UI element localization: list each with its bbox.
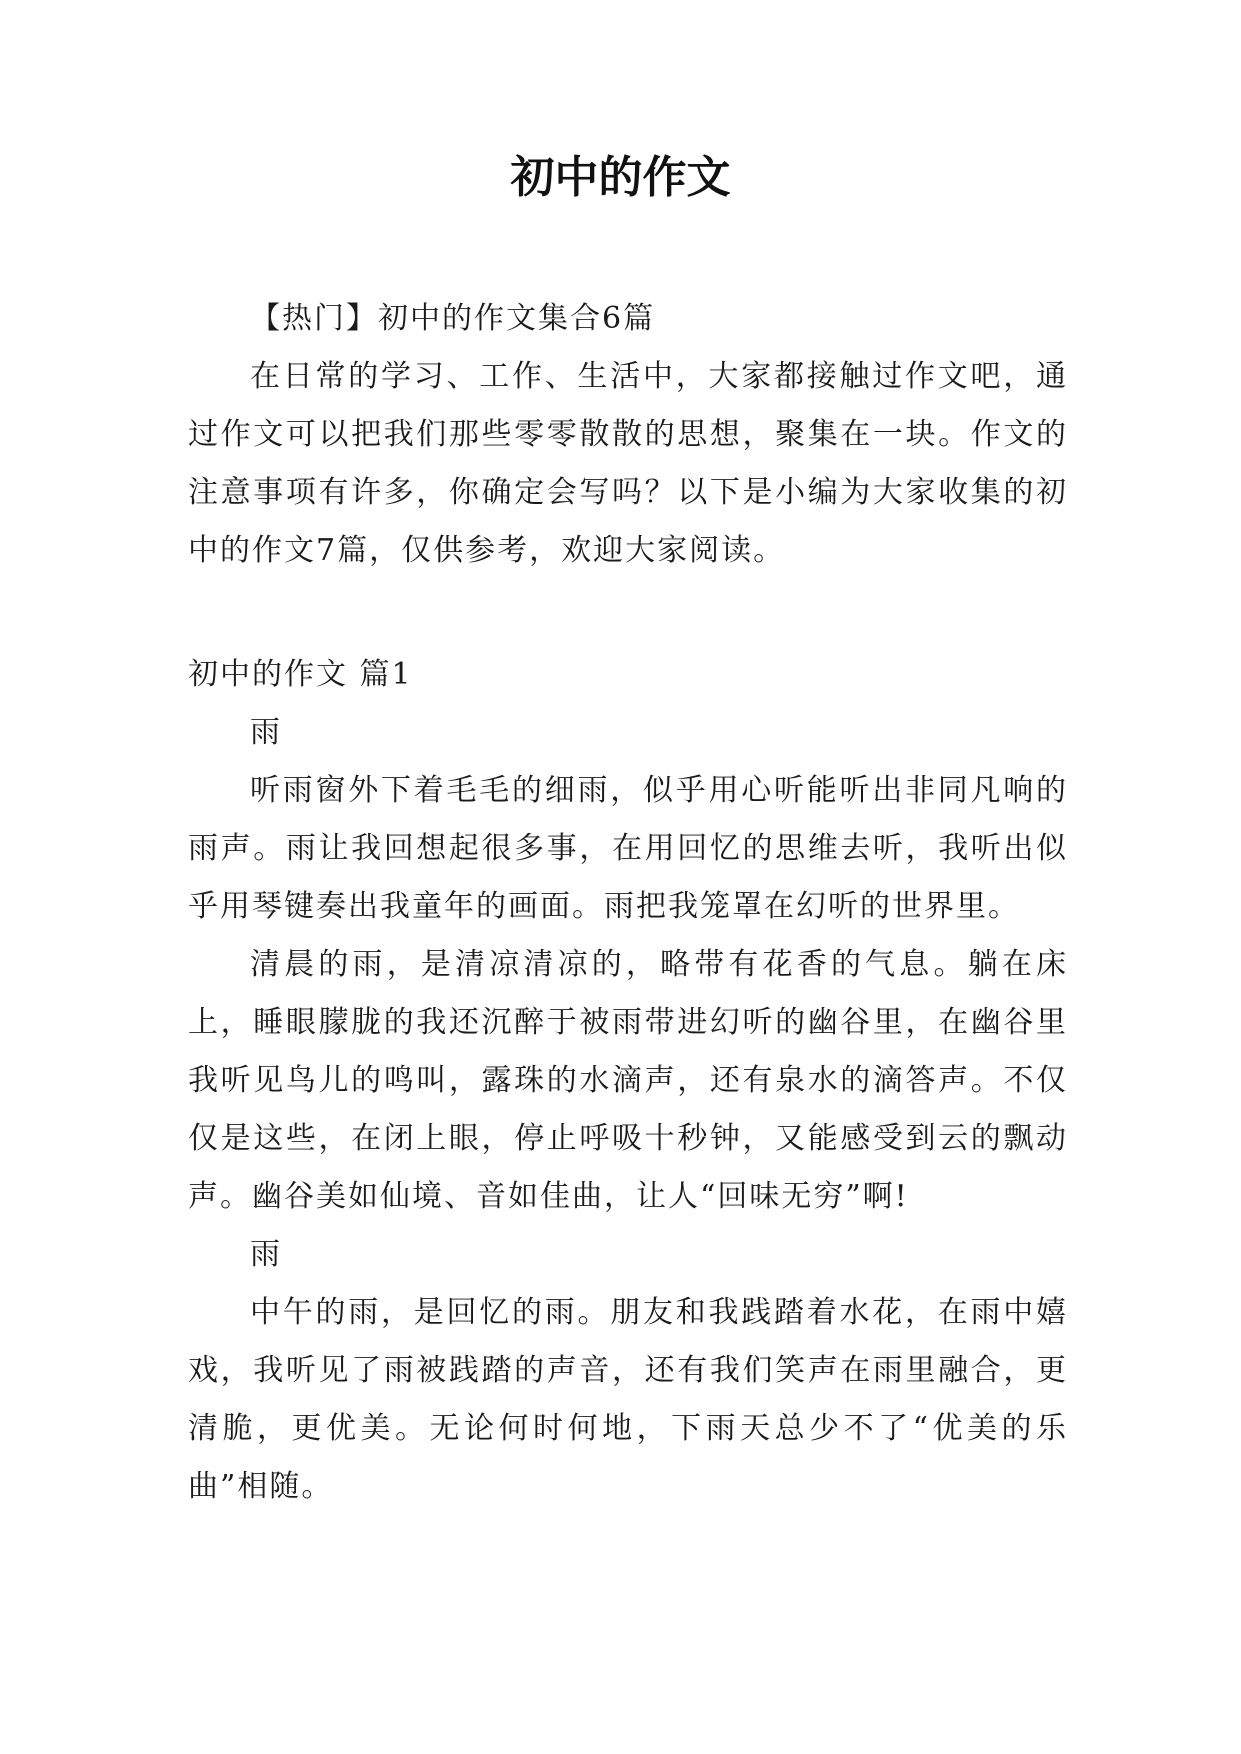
document-body	[188, 290, 1068, 1516]
section-subheading: 雨	[250, 715, 282, 750]
body-paragraph: 听雨窗外下着毛毛的细雨，似乎用心听能听出非同凡响的雨声。雨让我回想起很多事，在用回忆的思维去听，我听出似乎用琴键奏出我童年的画面。雨把我笼罩在幻听的世界里。	[188, 773, 1068, 924]
body-paragraph: 中午的雨，是回忆的雨。朋友和我践踏着水花，在雨中嬉戏，我听见了雨被践踏的声音，还有我们笑声在雨里融合，更清脆，更优美。无论何时何地，下雨天总少不了“优美的乐曲”相随。	[188, 1295, 1068, 1504]
subtitle-paragraph: 【热门】初中的作文集合6篇	[250, 301, 656, 336]
section-heading: 初中的作文 篇1	[188, 657, 413, 692]
document-title: 初中的作文	[510, 152, 731, 203]
intro-paragraph: 在日常的学习、工作、生活中，大家都接触过作文吧，通过作文可以把我们那些零零散散的思想，聚集在一块。作文的注意事项有许多，你确定会写吗？以下是小编为大家收集的初中的作文7篇，仅供参考，欢迎大家阅读。	[188, 359, 1068, 568]
body-paragraph: 清晨的雨，是清凉清凉的，略带有花香的气息。躺在床上，睡眼朦胧的我还沉醉于被雨带进幻听的幽谷里，在幽谷里我听见鸟儿的鸣叫，露珠的水滴声，还有泉水的滴答声。不仅仅是这些，在闭上眼，停止呼吸十秒钟，又能感受到云的飘动声。幽谷美如仙境、音如佳曲，让人“回味无穷”啊!	[188, 947, 1068, 1214]
section-subheading: 雨	[250, 1237, 282, 1272]
